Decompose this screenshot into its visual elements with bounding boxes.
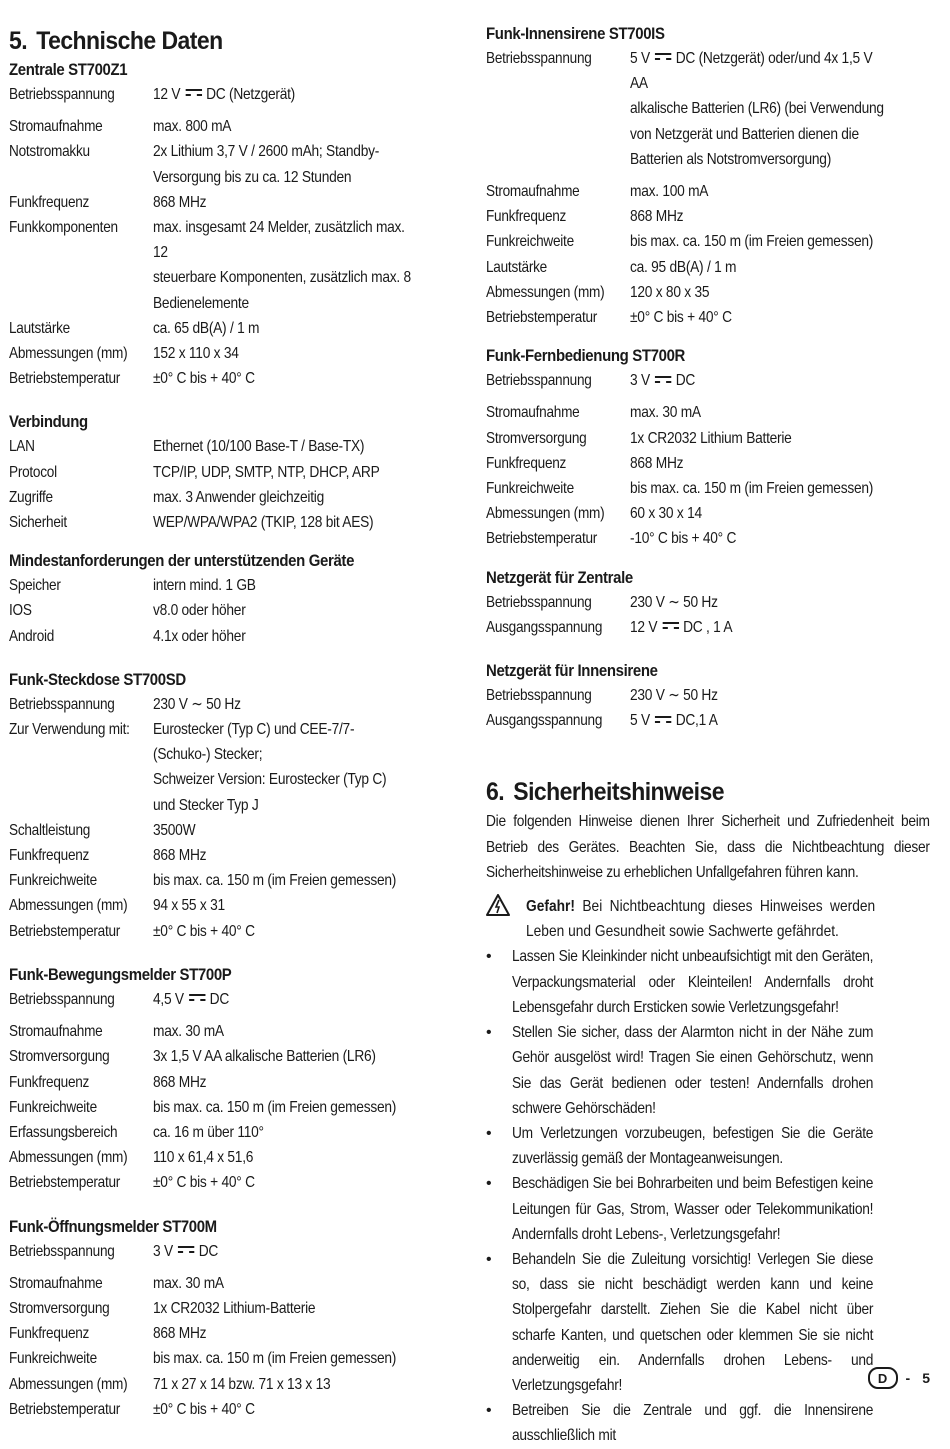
spec-value: 152 x 110 x 34 [153, 345, 239, 363]
section-gap [9, 535, 454, 549]
spec-label: Funkreichweite [9, 872, 97, 890]
spec-value-voltage: 5 V [630, 50, 650, 67]
spec-value [153, 1239, 412, 1264]
spec-row [9, 1296, 454, 1321]
bullet-icon: • [486, 948, 492, 966]
spec-label: Funkfrequenz [9, 193, 90, 211]
spec-row [9, 1397, 454, 1422]
spec-row [486, 526, 932, 551]
spec-row [486, 476, 932, 501]
list-item [486, 1247, 932, 1398]
spec-label: Betriebsspannung [486, 50, 592, 67]
spec-value-voltage: 12 V [153, 86, 181, 103]
spec-label: Notstromakku [9, 143, 90, 161]
spec-label: Ausgangsspannung [486, 618, 603, 636]
spec-row [486, 368, 932, 393]
spec-value [630, 368, 890, 393]
spec-row [9, 82, 454, 107]
spec-value: max. 800 mA [153, 118, 232, 136]
spec-row [9, 818, 454, 843]
spec-label: Stromaufnahme [486, 183, 580, 201]
spec-value: bis max. ca. 150 m (im Freien gemessen) [630, 480, 874, 498]
section-title: Funk-Bewegungsmelder ST700P [9, 964, 232, 984]
spec-value: max. 30 mA [630, 404, 701, 422]
spec-row [486, 501, 932, 526]
spec-row [486, 708, 932, 733]
spec-row [486, 400, 932, 425]
spec-value: 3500W [153, 821, 196, 839]
spec-value: max. 30 mA [153, 1274, 224, 1292]
bullet-text: Stellen Sie sicher, dass der Alarmton nicht in der Nähe zum Gehör ausgelöst wird! Tragen Sie einen Gehörschutz, wenn Sie das Gerät bedienen oder testen! Andernfalls drohen schwere Gehörschäden! [512, 1024, 874, 1117]
spec-row [9, 1170, 454, 1195]
spec-value: bis max. ca. 150 m (im Freien gemessen) [153, 1350, 397, 1368]
spec-value: 868 MHz [630, 208, 684, 226]
spec-row [9, 341, 454, 366]
footer-separator: - [905, 1370, 911, 1386]
dc-symbol-icon [189, 994, 205, 1001]
spec-label: Funkreichweite [486, 480, 574, 498]
spec-value [153, 82, 412, 107]
spec-row [9, 215, 454, 316]
row-gap [9, 1264, 454, 1271]
spec-value: 1x CR2032 Lithium-Batterie [153, 1299, 316, 1317]
spec-value: 868 MHz [153, 1073, 207, 1091]
spec-label: Erfassungsbereich [9, 1123, 118, 1141]
spec-row [9, 460, 454, 485]
spec-label: Stromaufnahme [9, 118, 103, 136]
spec-value-text: DC [675, 372, 696, 390]
section-title: Netzgerät für Innensirene [486, 661, 658, 681]
spec-value: WEP/WPA/WPA2 (TKIP, 128 bit AES) [153, 514, 374, 532]
spec-label: Ausgangsspannung [486, 712, 603, 730]
spec-label: Abmessungen (mm) [9, 1375, 128, 1393]
section-gap [9, 391, 454, 410]
spec-row [486, 280, 932, 305]
page-footer [868, 1367, 930, 1389]
spec-value [153, 987, 412, 1012]
row-gap [9, 107, 454, 114]
section-heading: Sicherheitshinweise [513, 778, 724, 807]
spec-label: Protocol [9, 463, 57, 481]
spec-row [9, 1271, 454, 1296]
spec-row [486, 615, 932, 640]
bullet-text: Betreiben Sie die Zentrale und ggf. die Innensirene ausschließlich mit [512, 1402, 874, 1445]
spec-label: Betriebstemperatur [9, 922, 121, 940]
warning-text [526, 894, 875, 944]
spec-row [9, 1239, 454, 1264]
spec-value: 868 MHz [153, 847, 207, 865]
spec-row [9, 987, 454, 1012]
spec-label: Abmessungen (mm) [9, 1149, 128, 1167]
spec-row [9, 190, 454, 215]
warning-body: Bei Nichtbeachtung dieses Hinweises werden Leben und Gesundheit sowie Sachwerte gefährdet. [526, 898, 876, 941]
spec-label: Zur Verwendung mit: [9, 721, 130, 739]
spec-value-text: DC , 1 A [683, 618, 733, 636]
language-badge: D [868, 1367, 898, 1389]
spec-value: 94 x 55 x 31 [153, 897, 225, 915]
spec-label: Funkreichweite [9, 1098, 97, 1116]
list-item [486, 1121, 932, 1171]
spec-value [630, 46, 890, 172]
spec-value: max. 30 mA [153, 1023, 224, 1041]
section-heading-safety [486, 775, 896, 809]
section-number: 5. [9, 27, 28, 55]
spec-value: 120 x 80 x 35 [630, 283, 710, 301]
spec-row [486, 426, 932, 451]
spec-value: ca. 65 dB(A) / 1 m [153, 319, 260, 337]
bullet-icon: • [486, 1175, 492, 1193]
spec-value-text: DC,1 A [675, 712, 718, 730]
spec-row [486, 255, 932, 280]
section-title: Netzgerät für Zentrale [486, 567, 633, 587]
spec-label: Sicherheit [9, 514, 67, 532]
spec-value: 868 MHz [153, 193, 207, 211]
dc-symbol-icon [655, 53, 671, 60]
section-title: Funk-Fernbedienung ST700R [486, 346, 686, 366]
spec-value: ±0° C bis + 40° C [153, 922, 255, 940]
spec-label: Betriebstemperatur [486, 309, 598, 327]
spec-value: 3x 1,5 V AA alkalische Batterien (LR6) [153, 1048, 376, 1066]
spec-row [9, 624, 454, 649]
spec-label: Betriebstemperatur [9, 1174, 121, 1192]
spec-row [9, 114, 454, 139]
bullet-text: Beschädigen Sie bei Bohrarbeiten und beim Befestigen keine Leitungen für Gas, Strom, Wasser oder Telekommunikation! Andernfalls droht Lebens-, Verletzungsgefahr! [512, 1175, 874, 1243]
spec-row [9, 366, 454, 391]
dc-symbol-icon [655, 716, 671, 723]
section-gap [9, 649, 454, 668]
spec-label: Betriebsspannung [9, 86, 115, 103]
spec-value: max. 3 Anwender gleichzeitig [153, 488, 324, 506]
right-column [486, 22, 932, 1449]
spec-value-voltage: 12 V [630, 618, 658, 636]
spec-value: Eurostecker (Typ C) und CEE-7/7- (Schuko-) Stecker; Schweizer Version: Eurostecker (Typ C) und Stecker Typ J [153, 721, 387, 814]
spec-value: 71 x 27 x 14 bzw. 71 x 13 x 13 [153, 1375, 331, 1393]
list-item [486, 1020, 932, 1121]
spec-label: LAN [9, 438, 35, 456]
section-number: 6. [486, 778, 505, 807]
spec-row [9, 919, 454, 944]
spec-label: Betriebsspannung [9, 695, 115, 713]
spec-row [9, 139, 454, 189]
spec-row [9, 1145, 454, 1170]
spec-value: bis max. ca. 150 m (im Freien gemessen) [153, 872, 397, 890]
spec-value: ±0° C bis + 40° C [153, 1400, 255, 1418]
spec-label: Speicher [9, 577, 61, 595]
spec-row [9, 1321, 454, 1346]
section-gap [486, 733, 932, 775]
spec-value: 110 x 61,4 x 51,6 [153, 1149, 254, 1167]
spec-label: Betriebsspannung [486, 687, 592, 705]
row-gap [486, 393, 932, 400]
spec-value-voltage: 3 V [153, 1242, 173, 1260]
spec-value: -10° C bis + 40° C [630, 530, 737, 548]
spec-value-voltage: 4,5 V [153, 990, 184, 1008]
spec-value: ±0° C bis + 40° C [153, 1174, 255, 1192]
spec-label: Abmessungen (mm) [9, 345, 128, 363]
spec-value: intern mind. 1 GB [153, 577, 256, 595]
spec-value: max. insgesamt 24 Melder, zusätzlich max. 12 steuerbare Komponenten, zusätzlich max. 8 Bedienelemente [153, 219, 411, 312]
spec-row [486, 590, 932, 615]
page-number: 5 [922, 1370, 930, 1386]
section-title: Funk-Steckdose ST700SD [9, 669, 186, 689]
dc-symbol-icon [185, 89, 201, 96]
section-title: Verbindung [9, 412, 88, 432]
spec-row [9, 1095, 454, 1120]
spec-row [486, 46, 932, 172]
spec-row [9, 1120, 454, 1145]
spec-value: 230 V ∼ 50 Hz [630, 687, 718, 705]
section-gap [9, 1196, 454, 1215]
row-gap [486, 172, 932, 179]
spec-label: Funkreichweite [486, 233, 574, 251]
spec-row [9, 1019, 454, 1044]
spec-row [9, 1346, 454, 1371]
spec-label: Funkfrequenz [486, 208, 567, 226]
section-title: Zentrale ST700Z1 [9, 60, 128, 79]
dc-symbol-icon [178, 1246, 194, 1253]
spec-value: 60 x 30 x 14 [630, 505, 702, 523]
spec-value [630, 615, 890, 640]
spec-label: Abmessungen (mm) [486, 505, 605, 523]
spec-value: 1x CR2032 Lithium Batterie [630, 429, 792, 447]
spec-label: Betriebsspannung [486, 372, 592, 390]
spec-value-text: DC (Netzgerät) oder/und 4x 1,5 V AA alkalische Batterien (LR6) (bei Verwendung von Netzgerät und Batterien dienen die Batterien als Notstromversorgung) [630, 50, 884, 168]
spec-row [9, 598, 454, 623]
section-gap [486, 330, 932, 344]
bullet-text: Behandeln Sie die Zuleitung vorsichtig! Verlegen Sie diese so, dass sie nicht beschädigt werden kann und keine Stolpergefahr darstellt. Ziehen Sie die Kabel nicht über scharfe Kanten, und quetschen oder klemmen Sie sie nicht anderweitig ein. Andernfalls drohen Lebens- und Verletzungsgefahr! [512, 1250, 874, 1394]
spec-label: Stromaufnahme [486, 404, 580, 422]
spec-value: 868 MHz [153, 1325, 207, 1343]
list-item [486, 1398, 932, 1448]
page-title [9, 24, 418, 58]
dc-symbol-icon [655, 376, 671, 383]
bullet-icon: • [486, 1124, 492, 1142]
row-gap [9, 1012, 454, 1019]
spec-label: Funkfrequenz [9, 1325, 90, 1343]
spec-row [486, 204, 932, 229]
section-gap [9, 944, 454, 963]
spec-label: Stromversorgung [486, 429, 587, 447]
bullet-icon: • [486, 1402, 492, 1420]
warning-box [486, 894, 932, 944]
spec-label: Funkkomponenten [9, 219, 118, 237]
spec-value [630, 708, 890, 733]
spec-value: 868 MHz [630, 454, 684, 472]
spec-row [9, 843, 454, 868]
section-gap [486, 552, 932, 566]
spec-value: max. 100 mA [630, 183, 709, 201]
spec-label: Schaltleistung [9, 821, 91, 839]
spec-label: Stromaufnahme [9, 1274, 103, 1292]
spec-row [486, 229, 932, 254]
spec-label: Abmessungen (mm) [486, 283, 605, 301]
section-gap [486, 640, 932, 659]
spec-value: ca. 16 m über 110° [153, 1123, 264, 1141]
spec-value: ±0° C bis + 40° C [630, 309, 732, 327]
spec-label: Lautstärke [486, 258, 547, 276]
spec-row [9, 510, 454, 535]
spec-value: TCP/IP, UDP, SMTP, NTP, DHCP, ARP [153, 463, 380, 481]
spec-row [9, 893, 454, 918]
spec-row [9, 573, 454, 598]
spec-row [9, 717, 454, 818]
spec-value: bis max. ca. 150 m (im Freien gemessen) [630, 233, 874, 251]
spec-value-text: DC (Netzgerät) [206, 86, 295, 103]
spec-label: Funkfrequenz [9, 1073, 90, 1091]
spec-value: ±0° C bis + 40° C [153, 370, 255, 388]
spec-row [9, 316, 454, 341]
spec-label: Funkfrequenz [9, 847, 90, 865]
spec-row [9, 434, 454, 459]
spec-label: Betriebstemperatur [9, 1400, 121, 1418]
spec-value: 2x Lithium 3,7 V / 2600 mAh; Standby- Versorgung bis zu ca. 12 Stunden [153, 143, 380, 186]
spec-value: Ethernet (10/100 Base-T / Base-TX) [153, 438, 365, 456]
spec-label: Betriebsspannung [9, 1242, 115, 1260]
spec-row [9, 1070, 454, 1095]
warning-triangle-icon [486, 894, 526, 944]
spec-row [9, 1044, 454, 1069]
spec-label: Funkreichweite [9, 1350, 97, 1368]
spec-row [486, 305, 932, 330]
spec-label: Zugriffe [9, 488, 53, 506]
bullet-text: Lassen Sie Kleinkinder nicht unbeaufsichtigt mit den Geräten, Verpackungsmaterial oder Kleinteilen! Andernfalls droht Lebensgefahr durch Ersticken sowie Verletzungsgefahr! [512, 948, 874, 1016]
spec-row [9, 868, 454, 893]
spec-value-text: DC [209, 990, 230, 1008]
spec-label: Stromaufnahme [9, 1023, 103, 1041]
spec-value: ca. 95 dB(A) / 1 m [630, 258, 737, 276]
spec-value: 4.1x oder höher [153, 627, 246, 645]
spec-row [9, 1372, 454, 1397]
warning-label: Gefahr! [526, 898, 575, 916]
spec-label: Funkfrequenz [486, 454, 567, 472]
spec-value-voltage: 3 V [630, 372, 650, 390]
safety-intro: Die folgenden Hinweise dienen Ihrer Sicherheit und Zufriedenheit beim Betrieb des Gerätes. Beachten Sie, dass die Nichtbeachtung dieser Sicherheitshinweise zu erheblichen Unfallgefahren führen kann. [486, 813, 930, 881]
section-heading: Technische Daten [36, 27, 223, 55]
bullet-text: Um Verletzungen vorzubeugen, befestigen Sie die Geräte zuverlässig gemäß der Montageanweisungen. [512, 1124, 874, 1168]
spec-row [486, 179, 932, 204]
dc-symbol-icon [662, 622, 678, 629]
spec-value: 230 V ∼ 50 Hz [630, 593, 718, 611]
spec-label: Betriebstemperatur [9, 370, 121, 388]
list-item [486, 1171, 932, 1247]
spec-value: 230 V ∼ 50 Hz [153, 695, 241, 713]
spec-label: Stromversorgung [9, 1299, 110, 1317]
bullet-icon: • [486, 1250, 492, 1268]
spec-row [9, 692, 454, 717]
spec-label: Lautstärke [9, 319, 70, 337]
spec-row [9, 485, 454, 510]
spec-value: bis max. ca. 150 m (im Freien gemessen) [153, 1098, 397, 1116]
spec-row [486, 451, 932, 476]
spec-row [486, 683, 932, 708]
spec-value-voltage: 5 V [630, 712, 650, 730]
bullet-icon: • [486, 1024, 492, 1042]
spec-value: v8.0 oder höher [153, 602, 246, 620]
spec-label: Android [9, 627, 55, 645]
spec-label: Stromversorgung [9, 1048, 110, 1066]
spec-label: Betriebstemperatur [486, 530, 598, 548]
spec-label: Abmessungen (mm) [9, 897, 128, 915]
left-column [9, 24, 454, 1422]
spec-label: IOS [9, 602, 32, 620]
safety-bullet-list [486, 944, 932, 1448]
spec-label: Betriebsspannung [9, 990, 115, 1008]
list-item [486, 944, 932, 1020]
section-title: Funk-Öffnungsmelder ST700M [9, 1216, 217, 1236]
spec-value-text: DC [198, 1242, 219, 1260]
section-title: Mindestanforderungen der unterstützenden Geräte [9, 551, 355, 571]
spec-label: Betriebsspannung [486, 593, 592, 611]
section-title: Funk-Innensirene ST700IS [486, 24, 665, 43]
